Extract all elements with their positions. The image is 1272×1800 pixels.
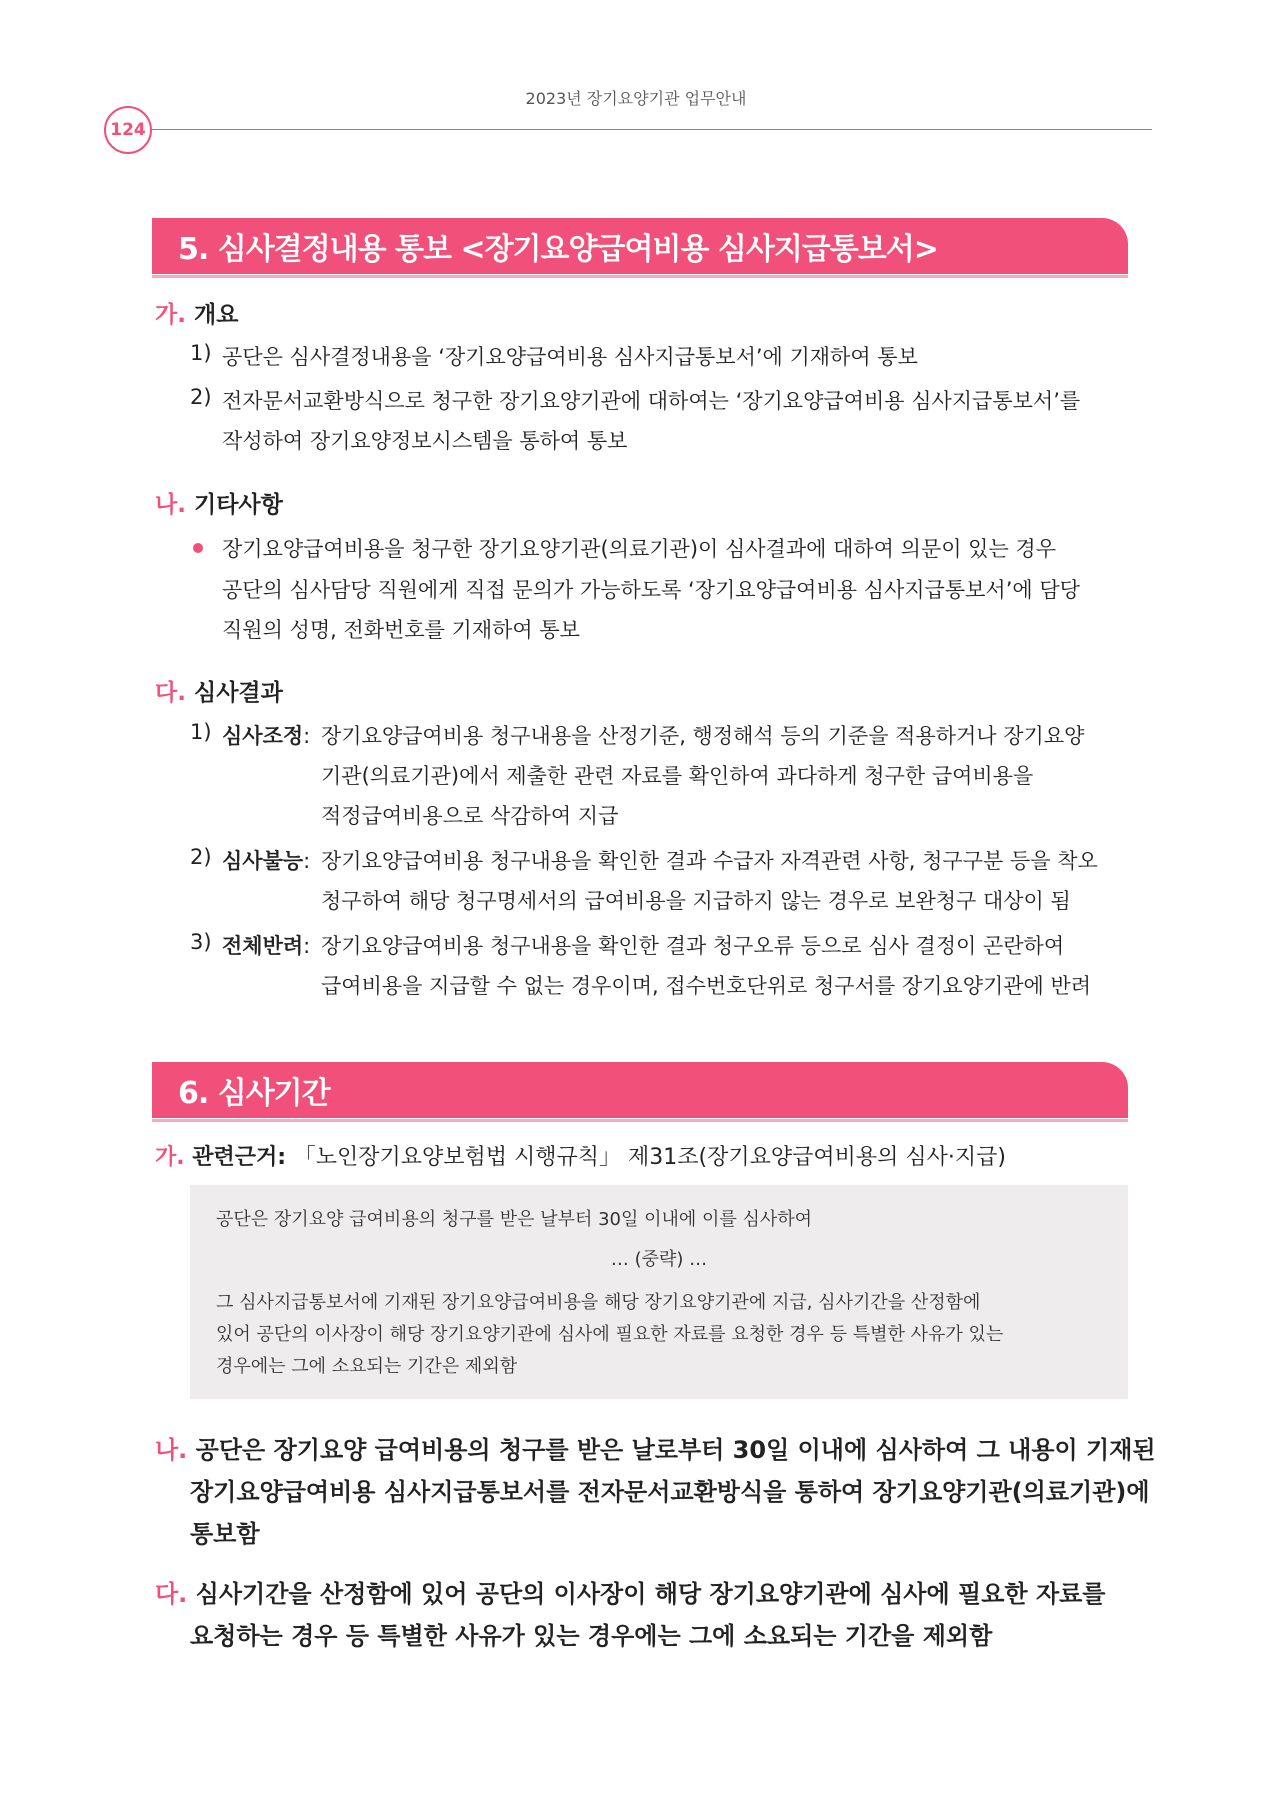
quote-line: 그 심사지급통보서에 기재된 장기요양급여비용을 해당 장기요양기관에 지급, 심사기간을 산정함에 xyxy=(216,1292,981,1313)
quote-omission: … (중략) … xyxy=(610,1249,708,1270)
section-6-da-line xyxy=(155,1574,1106,1609)
section-5-ga-marker: 가. xyxy=(155,302,186,328)
paragraph-line: 장기요양급여비용을 청구한 장기요양기관(의료기관)이 심사결과에 대하여 의문이 있는 경우 xyxy=(222,537,1056,561)
section-6-da-text: 심사기간을 산정함에 있어 공단의 이사장이 해당 장기요양기관에 심사에 필요한 자료를 xyxy=(195,1580,1106,1608)
section-5-title: 5. 심사결정내용 통보 <장기요양급여비용 심사지급통보서> xyxy=(152,218,1128,274)
term-label: 전체반려 xyxy=(222,934,304,958)
list-item-text: 급여비용을 지급할 수 없는 경우이며, 접수번호단위로 청구서를 장기요양기관에 반려 xyxy=(321,974,1092,998)
list-term: 심사조정: xyxy=(222,724,311,748)
law-quote-box xyxy=(190,1185,1128,1399)
list-item-text: 기관(의료기관)에서 제출한 관련 자료를 확인하여 과다하게 청구한 급여비용을 xyxy=(321,764,1034,788)
section-6-da-marker: 다. xyxy=(155,1580,188,1608)
list-item-text: 적정급여비용으로 삭감하여 지급 xyxy=(321,804,619,828)
section-6-ga-reference: 「노인장기요양보험법 시행규칙」 제31조(장기요양급여비용의 심사·지급) xyxy=(293,1145,1006,1170)
list-number: 1) xyxy=(190,341,212,365)
section-6-na-line: 통보함 xyxy=(190,1520,260,1548)
list-item-text: 장기요양급여비용 청구내용을 확인한 결과 수급자 자격관련 사항, 청구구분 등을 착오 xyxy=(321,849,1098,873)
list-item-text: 청구하여 해당 청구명세서의 급여비용을 지급하지 않는 경우로 보완청구 대상이 됨 xyxy=(321,889,1071,913)
running-header: 2023년 장기요양기관 업무안내 xyxy=(525,89,747,108)
section-5-da-title: 심사결과 xyxy=(193,680,283,706)
term-label: 심사조정 xyxy=(222,724,304,748)
list-number: 2) xyxy=(190,385,212,409)
list-item-text: 전자문서교환방식으로 청구한 장기요양기관에 대하여는 ‘장기요양급여비용 심사지급통보서’를 xyxy=(222,389,1081,413)
list-item-text: 장기요양급여비용 청구내용을 확인한 결과 청구오류 등으로 심사 결정이 곤란하여 xyxy=(321,934,1065,958)
section-6-na-marker: 나. xyxy=(155,1436,188,1464)
list-item-text: 공단은 심사결정내용을 ‘장기요양급여비용 심사지급통보서’에 기재하여 통보 xyxy=(222,345,918,369)
header-rule xyxy=(150,129,1152,130)
section-6-ga-heading xyxy=(155,1140,1006,1171)
section-6-da-line: 요청하는 경우 등 특별한 사유가 있는 경우에는 그에 소요되는 기간을 제외함 xyxy=(190,1622,993,1650)
section-5-na-heading xyxy=(155,486,283,519)
section-6-title: 6. 심사기간 xyxy=(152,1062,1128,1118)
section-5-na-title: 기타사항 xyxy=(193,492,283,518)
paragraph-line: 직원의 성명, 전화번호를 기재하여 통보 xyxy=(222,618,580,642)
quote-line: 공단은 장기요양 급여비용의 청구를 받은 날부터 30일 이내에 이를 심사하여 xyxy=(216,1209,813,1230)
section-5-ga-title: 개요 xyxy=(193,302,239,328)
section-5-da-marker: 다. xyxy=(155,680,186,706)
section-6-na-line: 장기요양급여비용 심사지급통보서를 전자문서교환방식을 통하여 장기요양기관(의료기관)에 xyxy=(190,1478,1150,1506)
page-number: 124 xyxy=(104,106,152,154)
list-term: 전체반려: xyxy=(222,934,311,958)
section-5-na-marker: 나. xyxy=(155,492,186,518)
section-5-da-heading xyxy=(155,674,283,707)
section-5-ga-heading xyxy=(155,296,238,329)
list-term: 심사불능: xyxy=(222,849,311,873)
section-6-na-line xyxy=(155,1430,1156,1465)
section-6-na-text: 공단은 장기요양 급여비용의 청구를 받은 날로부터 30일 이내에 심사하여 그 내용이 기재된 xyxy=(195,1436,1156,1464)
term-label: 심사불능 xyxy=(222,849,304,873)
list-number: 1) xyxy=(190,720,212,744)
list-number: 2) xyxy=(190,845,212,869)
quote-line: 경우에는 그에 소요되는 기간은 제외함 xyxy=(216,1356,518,1377)
paragraph-line: 공단의 심사담당 직원에게 직접 문의가 가능하도록 ‘장기요양급여비용 심사지급통보서’에 담당 xyxy=(222,578,1080,602)
section-6-ga-label: 관련근거: xyxy=(192,1145,287,1170)
list-item-text: 장기요양급여비용 청구내용을 산정기준, 행정해석 등의 기준을 적용하거나 장기요양 xyxy=(321,724,1085,748)
section-6-ga-marker: 가. xyxy=(155,1145,185,1170)
quote-line: 있어 공단의 이사장이 해당 장기요양기관에 심사에 필요한 자료를 요청한 경우 등 특별한 사유가 있는 xyxy=(216,1324,1004,1345)
bullet-icon xyxy=(193,543,203,553)
list-number: 3) xyxy=(190,930,212,954)
list-item-text: 작성하여 장기요양정보시스템을 통하여 통보 xyxy=(222,429,628,453)
